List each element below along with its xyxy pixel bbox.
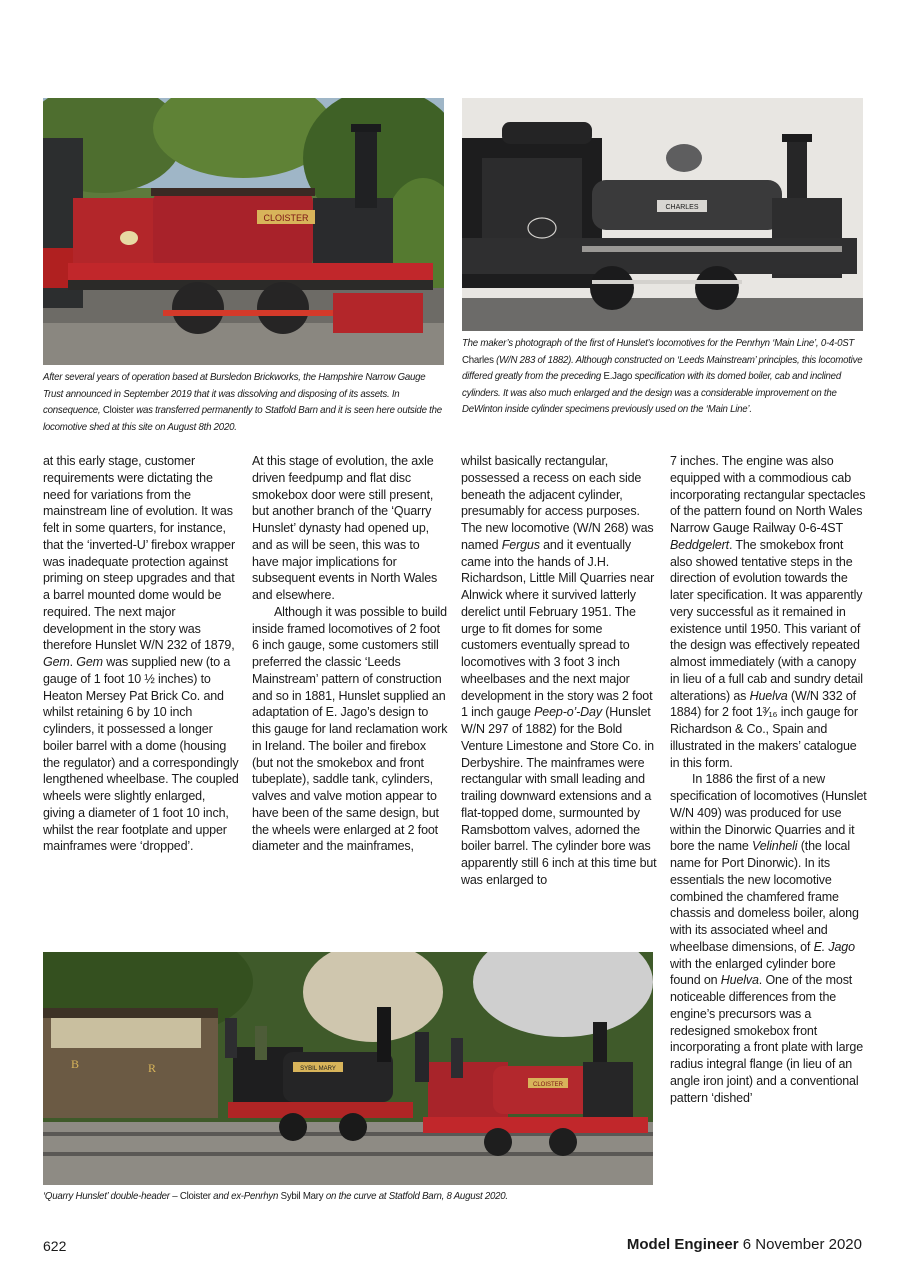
column-4-paragraph-2	[670, 771, 868, 1106]
col4-p2-text-e: with the enlarged cylinder bore found on	[670, 956, 836, 988]
issue-date: 6 November 2020	[742, 1236, 862, 1253]
coach-letter-b: B	[71, 1057, 80, 1071]
caption-double-header-cloister: Cloister	[179, 1191, 211, 1202]
caption-charles-text-end: specification with its domed boiler, cab and inclined cylinders. It was also much enlarged and the design was a considerable improvement on the DeWinton inside cylinder specimens previously used on the ‘Main Line’.	[462, 371, 841, 416]
caption-double-header-text-mid: and ex-Penrhyn	[210, 1191, 281, 1202]
col4-text-e: (W/N 332 of 1884) for 2 foot 1³⁄₁₆ inch gauge for Richardson & Co., Spain and illustrated in the makers’ catalogue in this form.	[670, 688, 858, 770]
column-3	[461, 453, 657, 889]
photo-double-header	[43, 952, 653, 1185]
column-2-paragraph-2: Although it was possible to build inside framed locomotives of 2 foot 6 inch gauge, some customers still preferred the classic ‘Leeds Mainstream’ pattern of construction and so in 1881, Hunslet supplied an adaptation of E. Jago’s design to this gauge for land reclamation work in Ireland. The boiler and firebox (but not the smokebox and front tubeplate), saddle tank, cylinders, valves and valve motion appear to have been of the same design, but the wheels were enlarged at 2 foot diameter and the mainframes,	[252, 604, 448, 854]
cloister-nameplate: CLOISTER	[263, 213, 309, 223]
caption-double-header-sybil: Sybil Mary	[280, 1191, 324, 1202]
col3-text-a: whilst basically rectangular, possessed a recess on each side beneath the adjacent cylinder, presumably for access purposes. The new locomotive (W/N 268) was named	[461, 454, 654, 552]
col1-text-a: at this early stage, customer requirements were dictating the need for variations from the mainstream line of evolution. It was felt in some quarters, for instance, that the ‘inverted-U’ firebox wrapper was inadequate protection against priming on steep upgrades and that a barrel mounted dome would be required. The next major development in the story was therefore Hunslet W/N 232 of 1879,	[43, 454, 235, 653]
col1-gem-2: Gem	[76, 655, 103, 669]
column-2-paragraph-1: At this stage of evolution, the axle driven feedpump and flat disc smokebox door were still present, but another branch of the ‘Quarry Hunslet’ dynasty had opened up, and as will be seen, this was to have major implications for subsequent events in North Wales and elsewhere.	[252, 454, 438, 602]
column-1	[43, 453, 239, 855]
col1-gem-1: Gem	[43, 655, 70, 669]
photo-charles-works	[462, 98, 863, 331]
caption-charles-text-mid: (W/N 283 of 1882). Although constructed on ‘Leeds Mainstream’ principles, this locomotive differed greatly from the preceding	[462, 354, 863, 383]
caption-charles-name: Charles	[462, 354, 494, 366]
caption-cloister-name: Cloister	[102, 405, 134, 417]
caption-cloister-text-end: was transferred permanently to Statfold Barn and it is seen here outside the locomotive shed at this site on August 8th 2020.	[43, 405, 442, 433]
col4-p2-text-a: In 1886 the first of a new specification of locomotives (Hunslet W/N 409) was produced for use within the Dinorwic Quarries and it bore the name	[670, 772, 867, 854]
caption-double-header	[43, 1189, 638, 1206]
col3-peep-o-day: Peep-o’-Day	[534, 705, 602, 720]
col4-e-jago: E. Jago	[813, 939, 855, 954]
coach-letter-r: R	[148, 1061, 157, 1075]
caption-cloister-text: After several years of operation based at Bursledon Brickworks, the Hampshire Narrow Gauge Trust announced in September 2019 that it was dissolving and disposing of its assets. In consequence,	[43, 372, 426, 417]
caption-double-header-text: ‘Quarry Hunslet’ double-header –	[43, 1191, 180, 1202]
col4-beddgelert: Beddgelert	[670, 537, 729, 552]
col3-text-c: and it eventually came into the hands of J.H. Richardson, Little Mill Quarries near Alnwick where it survived latterly derelict until February 1951. The urge to fit domes for some customers eventually spread to locomotives with 3 foot 3 inch wheelbases and the next major development in the story was 2 foot 1 inch gauge	[461, 537, 655, 720]
col1-text-e: was supplied new (to a gauge of 1 foot 10 ½ inches) to Heaton Mersey Pat Brick Co. and whilst retaining 6 by 10 inch cylinders, it possessed a longer boiler barrel with a dome (housing the regulator) and a correspondingly lengthened wheelbase. The coupled wheels were slightly enlarged, giving a diameter of 1 foot 10 inch, whilst the rear footplate and upper mainframes were ‘dropped’.	[43, 655, 239, 854]
caption-cloister	[43, 370, 444, 436]
col4-text-c: . The smokebox front also showed tentative steps in the direction of evolution towards the later specification. It was apparently very successful as it remained in existence until 1950. This variant of the design was effectively repeated almost immediately (with a canopy in lieu of a full cab and sundry detail alterations) as	[670, 537, 863, 703]
charles-nameplate: CHARLES	[665, 204, 699, 211]
caption-double-header-text-end: on the curve at Statfold Barn, 8 August 2020.	[323, 1191, 508, 1202]
column-1-paragraph	[43, 453, 239, 855]
column-3-paragraph	[461, 453, 657, 889]
cloister-nameplate-2: CLOISTER	[532, 1082, 564, 1088]
col4-text-a: 7 inches. The engine was also equipped with a commodious cab incorporating rectangular spectacles of the pattern found on North Wales Narrow Gauge Railway 0-6-4ST	[670, 454, 866, 535]
caption-charles-jago: E.Jago	[603, 371, 633, 383]
page-number: 622	[43, 1238, 67, 1254]
col3-fergus: Fergus	[501, 537, 540, 552]
col4-velinheli: Velinheli	[751, 839, 798, 854]
magazine-title: Model Engineer	[626, 1236, 739, 1253]
col1-text-c: .	[69, 655, 77, 669]
column-2	[252, 453, 448, 855]
col4-p2-text-g: . One of the most noticeable differences from the engine’s precursors was a redesigned smokebox front incorporating a front plate with large radius integral flange (in lieu of an angle iron joint) and a conventional pattern ‘dished’	[670, 973, 864, 1105]
column-4-paragraph-1	[670, 453, 868, 771]
column-4	[670, 453, 868, 1106]
col3-text-e: (Hunslet W/N 297 of 1882) for the Bold Venture Limestone and Store Co. in Derbyshire. The mainframes were rectangular with small leading and trailing downward extensions and a flat-topped dome, surmounted by Ramsbottom valves, adorned the boiler barrel. The cylinder bore was apparently still 6 inch at this time but was enlarged to	[461, 705, 657, 887]
caption-charles-text: The maker’s photograph of the first of Hunslet’s locomotives for the Penrhyn ‘Main Line’, 0-4-0ST	[462, 338, 855, 349]
caption-charles	[462, 336, 863, 419]
running-footer	[627, 1236, 862, 1253]
sybil-mary-nameplate: SYBIL MARY	[300, 1066, 336, 1072]
col4-p2-text-c: (the local name for Port Dinorwic). In its essentials the new locomotive combined the chamfered frame chassis and domeless boiler, along with its associated wheel and wheelbase dimensions, of	[670, 839, 859, 954]
photo-cloister-shed	[43, 98, 444, 365]
col4-huelva-1: Huelva	[749, 688, 788, 703]
col4-huelva-2: Huelva	[720, 973, 759, 988]
